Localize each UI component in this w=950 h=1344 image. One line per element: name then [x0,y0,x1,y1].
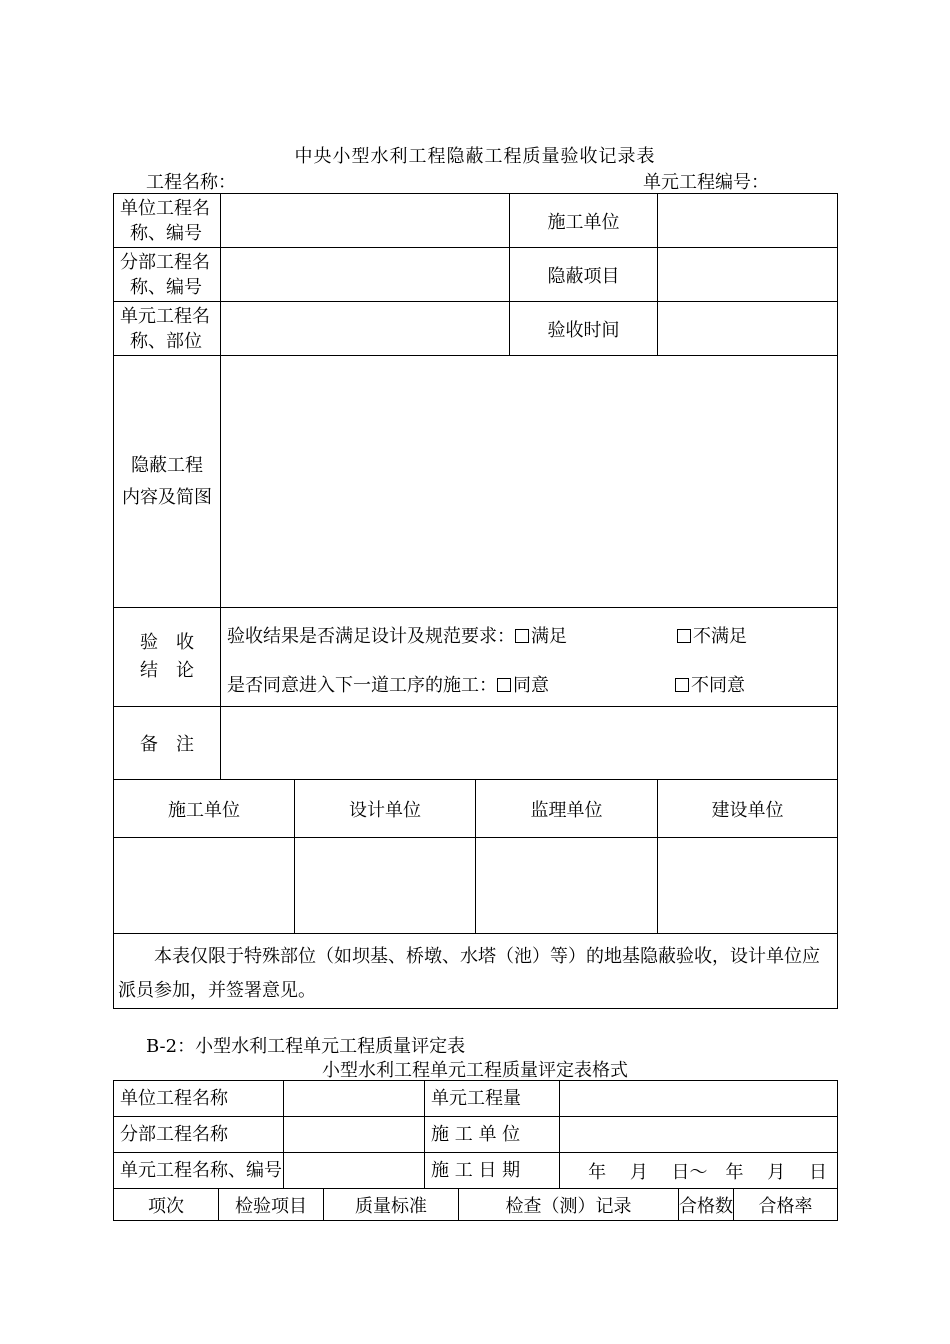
acceptance-time-value[interactable] [658,302,838,356]
table-row [114,1153,838,1189]
signature-owner[interactable] [658,838,838,934]
element-value[interactable] [284,1153,425,1189]
checkbox-icon [497,678,511,692]
signature-construction[interactable] [114,838,295,934]
row-label: 单元工程名 称、部位 [114,302,221,356]
col-check-record: 检查（测）记录 [459,1189,679,1221]
row-right-label: 验收时间 [510,302,658,356]
table-header-row [114,1189,838,1221]
checkbox-icon [675,678,689,692]
unit-quantity-label: 单元工程量 [425,1081,560,1117]
signer-supervision: 监理单位 [476,780,658,838]
section-heading: B-2：小型水利工程单元工程质量评定表 [146,1036,466,1057]
construction-date-label: 施 工 日 期 [425,1153,560,1189]
unit-quantity-value[interactable] [560,1081,838,1117]
construction-unit-label: 施 工 单 位 [425,1117,560,1153]
table-row [114,608,838,707]
table-row [114,934,838,1009]
signature-supervision[interactable] [476,838,658,934]
not-satisfy-checkbox[interactable]: 不满足 [677,622,747,648]
remark-value[interactable] [221,707,838,780]
division-value[interactable] [284,1117,425,1153]
element-label: 单元工程名称、编号 [114,1153,284,1189]
col-pass-rate: 合格率 [734,1189,838,1221]
row-right-label: 施工单位 [510,194,658,248]
table-row [114,1117,838,1153]
form1-title: 中央小型水利工程隐蔽工程质量验收记录表 [294,146,656,167]
table-row [114,1081,838,1117]
content-label: 隐蔽工程 内容及简图 [114,356,221,608]
disagree-checkbox[interactable]: 不同意 [675,671,745,697]
signer-construction: 施工单位 [114,780,295,838]
table-row [114,707,838,780]
inspection-record-table [113,193,838,1009]
checkbox-icon [515,629,529,643]
col-inspection-item: 检验项目 [219,1189,324,1221]
table-row [114,838,838,934]
construction-unit-value[interactable] [658,194,838,248]
element-project-value[interactable] [221,302,510,356]
unit-project-value[interactable] [284,1081,425,1117]
content-sketch-area[interactable] [221,356,838,608]
construction-date-value[interactable]: 年 月 日～ 年 月 日 [560,1153,838,1189]
conclusion-cell [221,608,838,707]
conclusion-label: 验 收 结 论 [114,608,221,707]
table-note: 本表仅限于特殊部位（如坝基、桥墩、水塔（池）等）的地基隐蔽验收，设计单位应派员参加，并签署意见。 [114,934,838,1009]
conclusion-question-1: 验收结果是否满足设计及规范要求： 满足 [227,626,567,647]
signer-design: 设计单位 [295,780,476,838]
table-row [114,248,838,302]
quality-evaluation-table [113,1080,838,1221]
row-label: 分部工程名 称、编号 [114,248,221,302]
row-right-label: 隐蔽项目 [510,248,658,302]
division-label: 分部工程名称 [114,1117,284,1153]
col-quality-standard: 质量标准 [324,1189,459,1221]
conclusion-question-2: 是否同意进入下一道工序的施工： 同意 [227,675,549,696]
checkbox-icon [677,629,691,643]
table-row [114,194,838,248]
satisfy-checkbox[interactable]: 满足 [515,626,567,647]
table-row [114,356,838,608]
signer-owner: 建设单位 [658,780,838,838]
agree-checkbox[interactable]: 同意 [497,675,549,696]
col-pass-count: 合格数 [679,1189,734,1221]
division-project-value[interactable] [221,248,510,302]
unit-project-value[interactable] [221,194,510,248]
construction-unit-value[interactable] [560,1117,838,1153]
col-item-no: 项次 [114,1189,219,1221]
table-row [114,302,838,356]
table-row [114,780,838,838]
signature-design[interactable] [295,838,476,934]
row-label: 单位工程名 称、编号 [114,194,221,248]
unit-number-label: 单元工程编号： [643,172,769,193]
remark-label: 备 注 [114,707,221,780]
hidden-item-value[interactable] [658,248,838,302]
unit-project-label: 单位工程名称 [114,1081,284,1117]
form2-title: 小型水利工程单元工程质量评定表格式 [322,1060,628,1081]
project-name-label: 工程名称： [146,172,236,193]
